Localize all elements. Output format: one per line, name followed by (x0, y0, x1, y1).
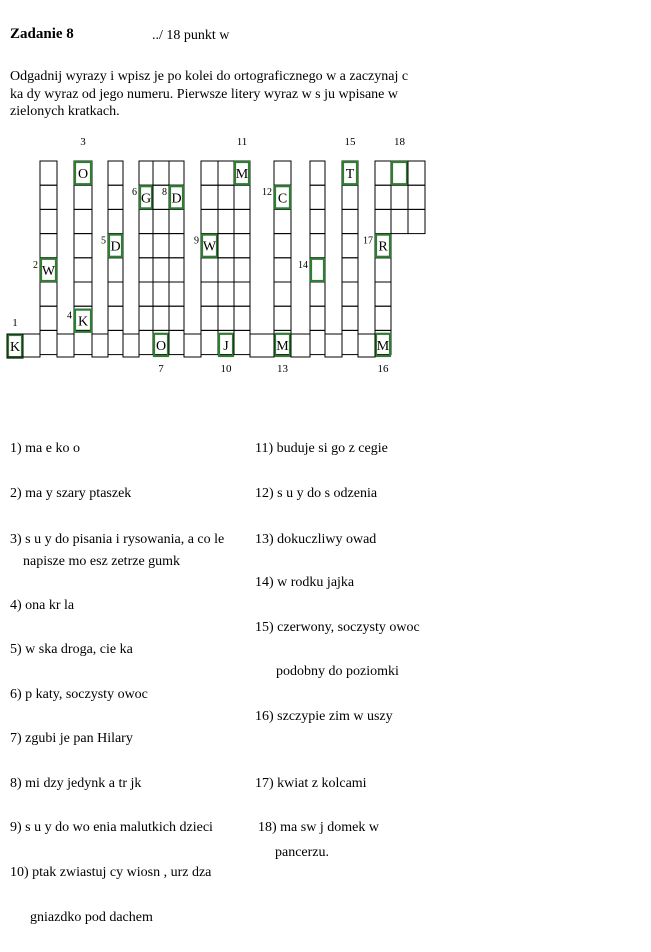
crossword-cell[interactable] (274, 282, 291, 306)
crossword-cell[interactable] (310, 330, 325, 354)
crossword-column-6 (132, 161, 153, 355)
crossword-column-17 (363, 235, 390, 257)
clue-number: 7 (158, 363, 164, 375)
crossword-cell[interactable] (139, 234, 153, 258)
clue-13: 13) dokuczliwy owad (255, 532, 377, 547)
crossword-cell[interactable] (310, 185, 325, 209)
start-letter: M (276, 338, 289, 354)
clue-3-cont: napisze mo esz zetrze gumk (23, 554, 181, 569)
crossword-cell[interactable] (234, 282, 250, 306)
crossword-cell[interactable] (218, 282, 234, 306)
crossword-cell[interactable] (391, 161, 408, 185)
clue-12: 12) s u y do s odzenia (255, 486, 378, 501)
clue-15: 15) czerwony, soczysty owoc (255, 620, 420, 635)
crossword-cell[interactable] (201, 209, 218, 233)
clue-10-cont: gniazdko pod dachem (30, 910, 153, 925)
crossword-column-10 (218, 161, 234, 375)
clue-number: 3 (80, 136, 86, 148)
crossword-cell[interactable] (342, 185, 358, 209)
crossword-cell[interactable] (108, 161, 123, 185)
crossword-cell[interactable] (391, 185, 408, 209)
crossword-column-11 (234, 136, 250, 355)
clue-number: 16 (377, 363, 389, 375)
crossword-cell[interactable] (169, 330, 184, 354)
start-letter: J (223, 338, 229, 354)
crossword-cell[interactable] (234, 209, 250, 233)
crossword-cell[interactable] (342, 306, 358, 330)
start-letter: K (9, 340, 21, 356)
crossword-cell[interactable] (250, 334, 274, 357)
crossword-column-2 (33, 161, 57, 355)
crossword-cell[interactable] (92, 334, 108, 357)
green-start-cell[interactable] (311, 259, 324, 281)
instruction-line: zielonych kratkach. (10, 104, 120, 119)
clue-15-cont: podobny do poziomki (276, 664, 399, 679)
crossword-cell[interactable] (218, 161, 234, 185)
start-letter: M (376, 338, 390, 354)
crossword-column-5 (101, 161, 123, 355)
crossword-cell[interactable] (218, 209, 234, 233)
clue-number: 11 (236, 136, 248, 148)
crossword-cell[interactable] (169, 234, 184, 258)
start-letter: D (171, 191, 182, 207)
crossword-cell[interactable] (74, 330, 92, 354)
crossword-cell[interactable] (108, 185, 123, 209)
start-letter: K (77, 314, 89, 330)
crossword-column-4 (67, 310, 91, 332)
crossword-cell[interactable] (201, 282, 218, 306)
crossword-cell[interactable] (108, 306, 123, 330)
crossword-cell[interactable] (139, 209, 153, 233)
crossword-cell[interactable] (184, 334, 201, 357)
instruction-line: Odgadnij wyrazy i wpisz je po kolei do ortograficznego w a zaczynaj c (10, 69, 409, 84)
crossword-cell[interactable] (108, 209, 123, 233)
crossword-column-1 (7, 317, 23, 358)
crossword-cell[interactable] (375, 185, 391, 209)
crossword-cell[interactable] (201, 185, 218, 209)
clue-number: 13 (277, 363, 288, 375)
clue-11: 11) buduje si go z cegie (255, 441, 388, 456)
crossword-cell[interactable] (123, 334, 139, 357)
crossword-cell[interactable] (201, 330, 218, 354)
crossword-cell[interactable] (342, 258, 358, 282)
crossword-column-12 (262, 161, 291, 355)
crossword-cell[interactable] (108, 330, 123, 354)
clue-number: 15 (344, 136, 356, 148)
crossword-column-15 (342, 136, 358, 355)
crossword-cell[interactable] (201, 258, 218, 282)
crossword-cell[interactable] (408, 185, 425, 209)
crossword-cell[interactable] (40, 282, 57, 306)
crossword-column-16 (375, 161, 391, 375)
crossword-cell[interactable] (234, 234, 250, 258)
clue-number: 12 (262, 187, 272, 199)
crossword-cell[interactable] (40, 306, 57, 330)
crossword-cell[interactable] (274, 234, 291, 258)
clue-2: 2) ma y szary ptaszek (10, 486, 132, 501)
crossword-cell[interactable] (74, 282, 92, 306)
crossword-cell[interactable] (139, 306, 153, 330)
start-letter: R (378, 239, 388, 255)
clue-17: 17) kwiat z kolcami (255, 776, 367, 791)
crossword-cell[interactable] (139, 161, 153, 185)
crossword-cell[interactable] (375, 161, 391, 185)
crossword-cell[interactable] (40, 185, 57, 209)
clue-number: 18 (394, 136, 405, 148)
crossword-cell[interactable] (234, 306, 250, 330)
crossword-column-18 (391, 136, 408, 234)
crossword-cell[interactable] (74, 185, 92, 209)
clue-16: 16) szczypie zim w uszy (255, 709, 393, 724)
crossword-cell[interactable] (153, 306, 169, 330)
crossword-cell[interactable] (139, 258, 153, 282)
clue-14: 14) w rodku jajka (255, 575, 355, 590)
green-start-cell[interactable] (392, 162, 407, 184)
crossword-cell[interactable] (274, 161, 291, 185)
crossword-cell[interactable] (274, 209, 291, 233)
crossword-cell[interactable] (310, 306, 325, 330)
instruction-line: ka dy wyraz od jego numeru. Pierwsze litery wyraz w s ju wpisane w (10, 86, 399, 102)
clue-number: 6 (132, 187, 137, 199)
crossword-column-14 (298, 161, 325, 355)
crossword-cell[interactable] (108, 282, 123, 306)
start-letter: O (77, 167, 89, 183)
clue-3: 3) s u y do pisania i rysowania, a co le (10, 532, 225, 547)
crossword-column-9 (194, 161, 218, 355)
crossword-cell[interactable] (153, 161, 169, 185)
points-label: ../ 18 punkt w (152, 28, 230, 43)
crossword-grid (0, 0, 651, 400)
clue-number: 9 (194, 235, 199, 247)
crossword-cell[interactable] (310, 161, 325, 185)
clue-7: 7) zgubi je pan Hilary (10, 731, 133, 746)
clue-18: 18) ma sw j domek w (258, 820, 379, 835)
clue-number: 2 (33, 259, 38, 271)
clue-number: 5 (101, 235, 106, 247)
crossword-cell[interactable] (74, 234, 92, 258)
crossword-cell[interactable] (153, 282, 169, 306)
crossword-cell[interactable] (201, 306, 218, 330)
clue-number: 10 (220, 363, 232, 375)
start-letter: G (140, 191, 152, 207)
crossword-cell[interactable] (274, 306, 291, 330)
crossword-cell[interactable] (375, 306, 391, 330)
crossword-cell[interactable] (310, 282, 325, 306)
crossword-cell[interactable] (375, 282, 391, 306)
crossword-cell[interactable] (40, 161, 57, 185)
crossword-cell[interactable] (169, 161, 184, 185)
clue-8: 8) mi dzy jedynk a tr jk (10, 776, 142, 791)
crossword-cell[interactable] (375, 258, 391, 282)
crossword-cell[interactable] (342, 234, 358, 258)
clue-18-cont: pancerzu. (275, 845, 330, 860)
crossword-cell[interactable] (169, 282, 184, 306)
crossword-cell[interactable] (325, 334, 342, 357)
crossword-cell[interactable] (153, 209, 169, 233)
crossword-cell[interactable] (108, 258, 123, 282)
crossword-cell[interactable] (23, 334, 40, 357)
crossword-cell[interactable] (234, 185, 250, 209)
crossword-cell[interactable] (234, 330, 250, 354)
crossword-cell[interactable] (57, 334, 74, 357)
crossword-cell[interactable] (375, 209, 391, 233)
start-letter: W (202, 239, 217, 255)
crossword-cell[interactable] (169, 258, 184, 282)
task-title: Zadanie 8 (10, 26, 74, 42)
start-letter: M (235, 167, 249, 183)
crossword-cell[interactable] (74, 209, 92, 233)
crossword-cell[interactable] (408, 161, 425, 185)
start-letter: D (110, 239, 121, 255)
crossword-cell[interactable] (234, 258, 250, 282)
clue-9: 9) s u y do wo enia malutkich dzieci (10, 820, 213, 835)
clue-4: 4) ona kr la (10, 598, 75, 613)
crossword-cell[interactable] (40, 209, 57, 233)
crossword-cell[interactable] (310, 234, 325, 258)
crossword-cell[interactable] (139, 282, 153, 306)
clue-1: 1) ma e ko o (10, 441, 80, 456)
crossword-cell[interactable] (74, 258, 92, 282)
crossword-cell[interactable] (310, 258, 325, 282)
crossword-cell[interactable] (342, 209, 358, 233)
clue-5: 5) w ska droga, cie ka (10, 642, 133, 657)
clue-10: 10) ptak zwiastuj cy wiosn , urz dza (10, 865, 212, 880)
crossword-cell[interactable] (153, 234, 169, 258)
start-letter: O (155, 338, 167, 354)
crossword-cell[interactable] (218, 185, 234, 209)
clue-number: 14 (298, 259, 308, 271)
crossword-cell[interactable] (139, 330, 153, 354)
start-letter: W (41, 263, 56, 279)
crossword-cell[interactable] (153, 258, 169, 282)
clue-number: 17 (363, 235, 373, 247)
start-letter: C (277, 191, 288, 207)
crossword-cell[interactable] (310, 209, 325, 233)
clue-6: 6) p katy, soczysty owoc (10, 687, 148, 702)
clue-number: 8 (162, 187, 167, 199)
crossword-cell[interactable] (201, 161, 218, 185)
start-letter: T (345, 167, 355, 183)
clue-number: 1 (12, 317, 18, 329)
crossword-cell[interactable] (40, 234, 57, 258)
crossword-cell[interactable] (40, 330, 57, 354)
crossword-cell[interactable] (408, 209, 425, 233)
crossword-cell[interactable] (358, 334, 375, 357)
crossword-cell[interactable] (218, 234, 234, 258)
crossword-cell[interactable] (169, 209, 184, 233)
crossword-cell[interactable] (169, 306, 184, 330)
crossword-cell[interactable] (218, 306, 234, 330)
crossword-cell[interactable] (391, 209, 408, 233)
crossword-cell[interactable] (291, 334, 310, 357)
clue-number: 4 (67, 310, 72, 322)
crossword-cell[interactable] (342, 330, 358, 354)
crossword-cell[interactable] (342, 282, 358, 306)
crossword-cell[interactable] (218, 258, 234, 282)
crossword-cell[interactable] (274, 258, 291, 282)
